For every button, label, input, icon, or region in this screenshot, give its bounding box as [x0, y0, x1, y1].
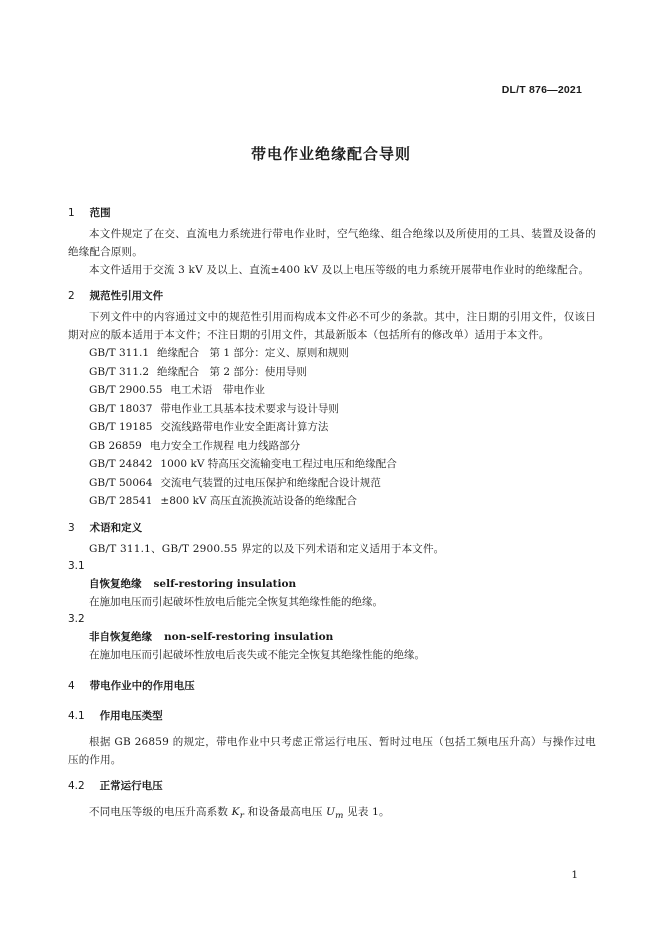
- section-2-intro: 下列文件中的内容通过文中的规范性引用而构成本文件必不可少的条款。其中，注日期的引用文件，仅该日期对应的版本适用于本文件；不注日期的引用文件，其最新版本（包括所有的修改单）适用于本文件。: [68, 311, 596, 341]
- section-number: 1: [68, 207, 75, 219]
- term-name-en: non-self-restoring insulation: [164, 630, 334, 643]
- section-1-paragraph-1: 本文件规定了在交、直流电力系统进行带电作业时，空气绝缘、组合绝缘以及所使用的工具、装置及设备的绝缘配合原则。: [68, 228, 596, 258]
- subsection-4-1-paragraph: 根据 GB 26859 的规定，带电作业中只考虑正常运行电压、暂时过电压（包括工频电压升高）与操作过电压的作用。: [68, 735, 596, 766]
- term-name: [68, 628, 596, 646]
- reference-item: [68, 381, 596, 400]
- section-title: 规范性引用文件: [89, 290, 164, 302]
- section-number: 4: [68, 679, 75, 692]
- reference-code: GB/T 18037: [89, 402, 153, 415]
- reference-code: GB 26859: [89, 439, 142, 452]
- reference-item: [68, 492, 596, 511]
- document-code: DL/T 876—2021: [501, 84, 582, 96]
- reference-title: 1000 kV 特高压交流输变电工程过电压和绝缘配合: [160, 458, 397, 470]
- subsection-number: 4.1: [68, 709, 85, 722]
- section-1-paragraph-2: 本文件适用于交流 3 kV 及以上、直流±400 kV 及以上电压等级的电力系统开展带电作业时的绝缘配合。: [89, 264, 590, 276]
- reference-item: [68, 400, 596, 419]
- symbol-um: $U_m$: [326, 805, 344, 821]
- subsection-title: 作用电压类型: [99, 709, 163, 722]
- reference-code: GB/T 28541: [89, 495, 153, 507]
- reference-code: GB/T 19185: [89, 421, 153, 433]
- term-name-en: self-restoring insulation: [153, 577, 297, 590]
- symbol-k: $K_r$: [231, 805, 245, 821]
- reference-title: 交流电气装置的过电压保护和绝缘配合设计规范: [160, 476, 381, 489]
- section-number: 2: [68, 290, 75, 302]
- subsection-4-2-heading: [68, 778, 596, 794]
- term-number: 3.2: [68, 612, 85, 625]
- reference-item: [68, 344, 596, 363]
- reference-item: [68, 418, 596, 437]
- section-1-heading: [68, 205, 596, 221]
- subsection-4-2-paragraph: 不同电压等级的电压升高系数 $K_r$ 和设备最高电压 $U_m$ 见表 1。: [89, 805, 390, 821]
- section-title: 术语和定义: [89, 521, 143, 534]
- section-title: 范围: [89, 207, 111, 219]
- normative-reference-list: [68, 344, 596, 511]
- page-number: 1: [571, 869, 578, 881]
- section-3-heading: [68, 520, 596, 536]
- reference-item: [68, 455, 596, 474]
- term-definition: 在施加电压而引起破坏性放电后能完全恢复其绝缘性能的绝缘。: [89, 595, 383, 608]
- section-2-heading: [68, 288, 596, 304]
- term-definition: 在施加电压而引起破坏性放电后丧失或不能完全恢复其绝缘性能的绝缘。: [89, 648, 425, 661]
- reference-code: GB/T 2900.55: [89, 384, 163, 396]
- section-number: 3: [68, 521, 75, 534]
- term-name-zh: 自恢复绝缘: [89, 577, 142, 590]
- term-name: [68, 575, 596, 593]
- section-3-intro: GB/T 311.1、GB/T 2900.55 界定的以及下列术语和定义适用于本文件。: [89, 542, 445, 555]
- reference-title: ±800 kV 高压直流换流站设备的绝缘配合: [160, 495, 357, 507]
- document-body: [68, 205, 596, 825]
- reference-title: 电力安全工作规程 电力线路部分: [149, 439, 301, 452]
- section-title: 带电作业中的作用电压: [89, 679, 195, 692]
- subsection-title: 正常运行电压: [99, 779, 163, 792]
- term-name-zh: 非自恢复绝缘: [89, 630, 152, 643]
- reference-title: 带电作业工具基本技术要求与设计导则: [160, 402, 339, 415]
- reference-title: 交流线路带电作业安全距离计算方法: [160, 421, 329, 433]
- reference-code: GB/T 50064: [89, 476, 153, 489]
- reference-item: [68, 437, 596, 456]
- reference-title: 电工术语 带电作业: [170, 384, 265, 396]
- section-4-heading: [68, 678, 596, 694]
- subsection-4-1-heading: [68, 708, 596, 724]
- reference-title: 绝缘配合 第 1 部分：定义、原则和规则: [157, 347, 349, 359]
- reference-item: [68, 474, 596, 493]
- reference-code: GB/T 24842: [89, 458, 153, 470]
- reference-title: 绝缘配合 第 2 部分：使用导则: [157, 365, 307, 378]
- subsection-number: 4.2: [68, 779, 85, 792]
- reference-item: [68, 363, 596, 382]
- term-number: 3.1: [68, 559, 85, 572]
- reference-code: GB/T 311.1: [89, 347, 150, 359]
- document-title: 带电作业绝缘配合导则: [250, 145, 411, 163]
- reference-code: GB/T 311.2: [89, 365, 150, 378]
